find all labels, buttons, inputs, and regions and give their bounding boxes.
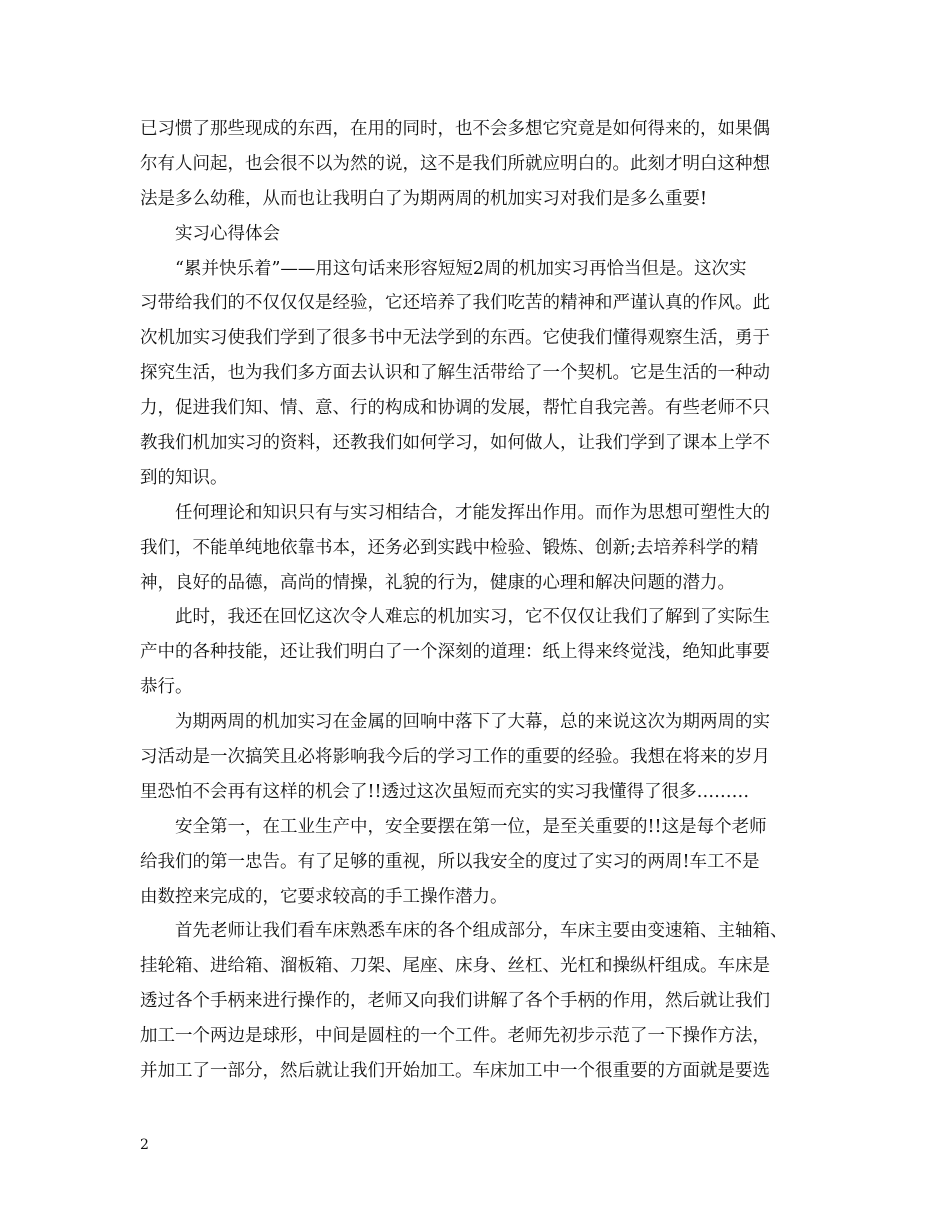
text-line: 尔有人问起，也会很不以为然的说，这不是我们所就应明白的。此刻才明白这种想 [140, 153, 770, 174]
text-line: 并加工了一部分，然后就让我们开始加工。车床加工中一个很重要的方面就是要选 [140, 1061, 770, 1082]
text-line: 里恐怕不会再有这样的机会了!!透过这次虽短而充实的实习我懂得了很多……… [140, 781, 750, 802]
text-line: 实习心得体会 [175, 223, 280, 244]
text-line: 习带给我们的不仅仅仅是经验，它还培养了我们吃苦的精神和严谨认真的作风。此 [140, 293, 770, 314]
text-line: 为期两周的机加实习在金属的回响中落下了大幕，总的来说这次为期两周的实 [175, 712, 770, 733]
page-number: 2 [140, 1137, 149, 1153]
text-line: 透过各个手柄来进行操作的，老师又向我们讲解了各个手柄的作用，然后就让我们 [140, 991, 770, 1012]
body-text [140, 112, 830, 1089]
text-line: 已习惯了那些现成的东西，在用的同时，也不会多想它究竟是如何得来的，如果偶 [140, 119, 770, 139]
text-line: 挂轮箱、进给箱、溜板箱、刀架、尾座、床身、丝杠、光杠和操纵杆组成。车床是 [140, 956, 770, 977]
text-line: 安全第一，在工业生产中，安全要摆在第一位，是至关重要的!!这是每个老师 [175, 816, 767, 837]
text-line: 教我们机加实习的资料，还教我们如何学习，如何做人，让我们学到了课本上学不 [140, 433, 770, 454]
text-line: “累并快乐着”——用这句话来形容短短2周的机加实习再恰当但是。这次实 [175, 258, 747, 279]
text-line: 力，促进我们知、情、意、行的构成和协调的发展，帮忙自我完善。有些老师不只 [140, 398, 770, 419]
text-line: 首先老师让我们看车床熟悉车床的各个组成部分，车床主要由变速箱、主轴箱、 [175, 921, 788, 942]
text-line: 神，良好的品德，高尚的情操，礼貌的行为，健康的心理和解决问题的潜力。 [140, 572, 735, 593]
text-line: 产中的各种技能，还让我们明白了一个深刻的道理：纸上得来终觉浅，绝知此事要 [140, 642, 770, 663]
text-line: 给我们的第一忠告。有了足够的重视，所以我安全的度过了实习的两周!车工不是 [140, 851, 760, 872]
text-line: 法是多么幼稚，从而也让我明白了为期两周的机加实习对我们是多么重要! [140, 188, 708, 209]
text-line: 此时，我还在回忆这次令人难忘的机加实习，它不仅仅让我们了解到了实际生 [175, 607, 770, 628]
text-line: 探究生活，也为我们多方面去认识和了解生活带给了一个契机。它是生活的一种动 [140, 363, 770, 384]
text-line: 恭行。 [140, 677, 193, 698]
text-line: 由数控来完成的，它要求较高的手工操作潜力。 [140, 886, 508, 907]
text-line: 加工一个两边是球形，中间是圆柱的一个工件。老师先初步示范了一下操作方法， [140, 1026, 770, 1047]
text-line: 我们，不能单纯地依靠书本，还务必到实践中检验、锻炼、创新;去培养科学的精 [140, 537, 759, 558]
text-line: 任何理论和知识只有与实习相结合，才能发挥出作用。而作为思想可塑性大的 [175, 502, 770, 523]
text-line: 次机加实习使我们学到了很多书中无法学到的东西。它使我们懂得观察生活，勇于 [140, 328, 770, 349]
text-line: 习活动是一次搞笑且必将影响我今后的学习工作的重要的经验。我想在将来的岁月 [140, 747, 770, 768]
text-line: 到的知识。 [140, 467, 228, 488]
